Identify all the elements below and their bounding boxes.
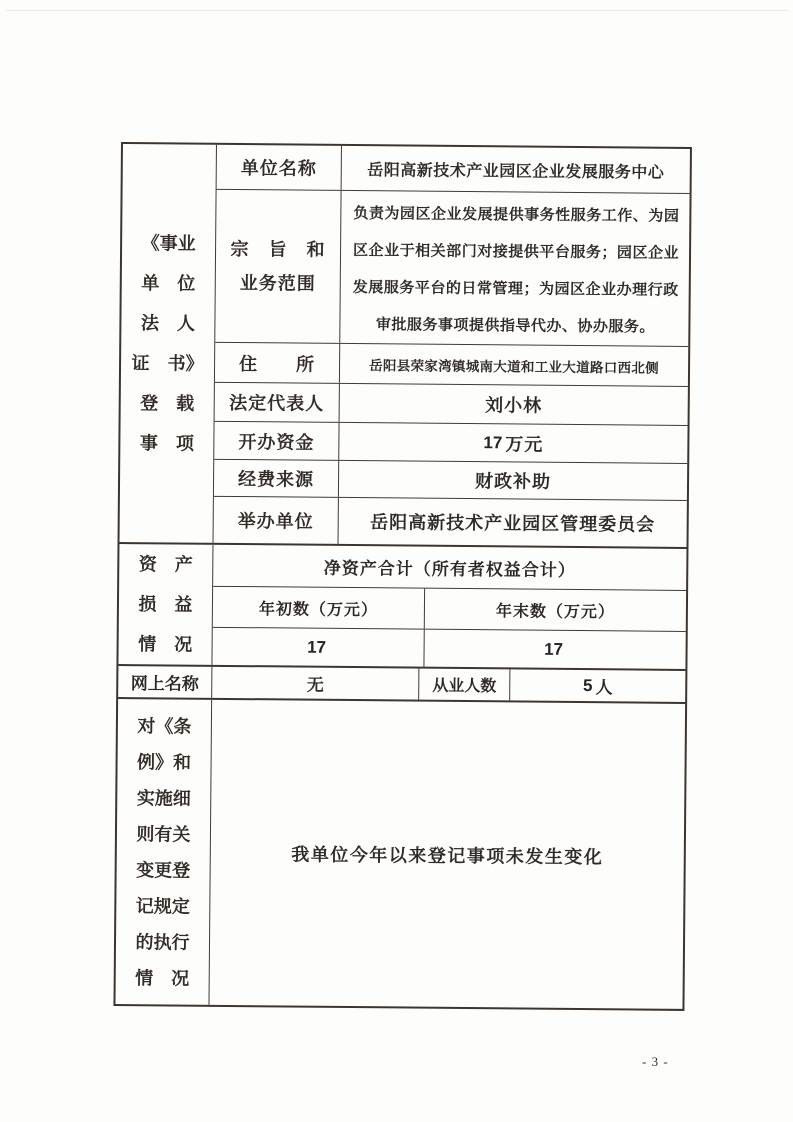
staff-count-number: 5: [582, 675, 593, 695]
asset-side-line: 损 益: [138, 594, 193, 615]
compliance-statement-cell: [209, 700, 685, 1009]
funding-value: 财政补助: [474, 471, 552, 492]
asset-section-side-label: [118, 544, 213, 665]
registration-form-table: [113, 142, 692, 1011]
compliance-statement: 我单位今年以来登记事项未发生变化: [291, 844, 604, 867]
cert-side-line: 单 位: [141, 273, 196, 294]
legal-rep-row: [215, 383, 688, 426]
cert-side-line: 法 人: [140, 313, 196, 334]
organizer-row: [214, 497, 687, 547]
year-begin-header: 年初数（万元）: [213, 587, 425, 629]
year-begin-number: 17: [307, 637, 327, 657]
purpose-text-line: 负责为园区企业发展提供事务性服务工作、为园: [353, 206, 680, 225]
capital-value: [339, 423, 687, 463]
unit-name-value: 岳阳高新技术产业园区企业发展服务中心: [367, 161, 665, 182]
funding-row: [214, 460, 687, 501]
capital-row: [214, 422, 687, 464]
year-end-value: [424, 630, 685, 669]
compliance-side-line: 对《条: [137, 715, 192, 737]
cert-side-line: 证 书》: [131, 353, 204, 374]
legal-rep-label: 法定代表人: [215, 383, 340, 422]
staff-count-label: 从业人数: [419, 669, 510, 701]
asset-section-rows: [212, 545, 686, 669]
compliance-side-line: 实施细: [136, 787, 191, 809]
online-name-label: 网上名称: [118, 666, 212, 698]
purpose-label-line1: 宗 旨 和: [230, 238, 326, 260]
organizer-label: 举办单位: [214, 497, 339, 544]
asset-section: [118, 544, 686, 671]
purpose-label: [215, 190, 341, 343]
compliance-side-line: 的执行: [135, 931, 190, 953]
capital-unit: 万元: [505, 433, 544, 455]
page-number: - 3 -: [642, 1054, 669, 1069]
scan-edge-artifact: [6, 10, 789, 11]
compliance-section: [115, 699, 685, 1009]
address-label: 住 所: [215, 343, 340, 383]
staff-count-value: [510, 669, 685, 702]
legal-rep-value: 刘小林: [485, 395, 543, 416]
cert-side-line: 登 载: [140, 393, 195, 414]
purpose-text-line: 发展服务平台的日常管理；为园区企业办理行政: [352, 280, 679, 299]
asset-column-headers: [213, 587, 686, 632]
asset-side-line: 资 产: [138, 554, 193, 575]
net-assets-header: 净资产合计（所有者权益合计）: [213, 545, 686, 591]
capital-amount: 17: [483, 432, 503, 452]
asset-side-line: 情 况: [138, 634, 193, 655]
funding-label: 经费来源: [214, 460, 339, 497]
online-name-row: [118, 666, 685, 704]
purpose-text: [340, 190, 689, 347]
asset-values-row: [212, 628, 685, 669]
purpose-row: [215, 190, 689, 347]
purpose-text-line: 区企业于相关部门对接提供平台服务；园区企业: [352, 243, 680, 262]
cert-section-side-label: [120, 144, 217, 543]
unit-name-row: [217, 145, 690, 194]
purpose-text-line: 审批服务事项提供指导代办、协办服务。: [375, 317, 655, 336]
address-row: [215, 343, 688, 387]
compliance-side-line: 则有关: [136, 823, 191, 845]
staff-count-unit: 人: [595, 678, 613, 698]
cert-side-line: 事 项: [139, 433, 194, 454]
compliance-side-label: [115, 699, 212, 1005]
compliance-side-line: 情 况: [135, 967, 190, 989]
unit-name-label: 单位名称: [217, 145, 342, 190]
organizer-value: 岳阳高新技术产业园区管理委员会: [370, 512, 656, 535]
year-begin-value: [212, 628, 424, 667]
purpose-label-line2: 业务范围: [239, 273, 316, 294]
online-name-value: 无: [212, 667, 419, 700]
compliance-side-line: 记规定: [135, 895, 190, 917]
capital-label: 开办资金: [214, 422, 339, 460]
cert-section: [119, 144, 689, 549]
compliance-side-line: 例》和: [137, 751, 192, 773]
purpose-value: [340, 191, 689, 346]
cert-side-line: 《事业: [141, 233, 196, 254]
address-value: 岳阳县荣家湾镇城南大道和工业大道路口西北侧: [369, 357, 660, 376]
year-end-header: 年末数（万元）: [495, 602, 615, 621]
compliance-side-line: 变更登: [136, 859, 191, 881]
year-end-number: 17: [544, 639, 564, 659]
cert-section-rows: [214, 145, 690, 547]
